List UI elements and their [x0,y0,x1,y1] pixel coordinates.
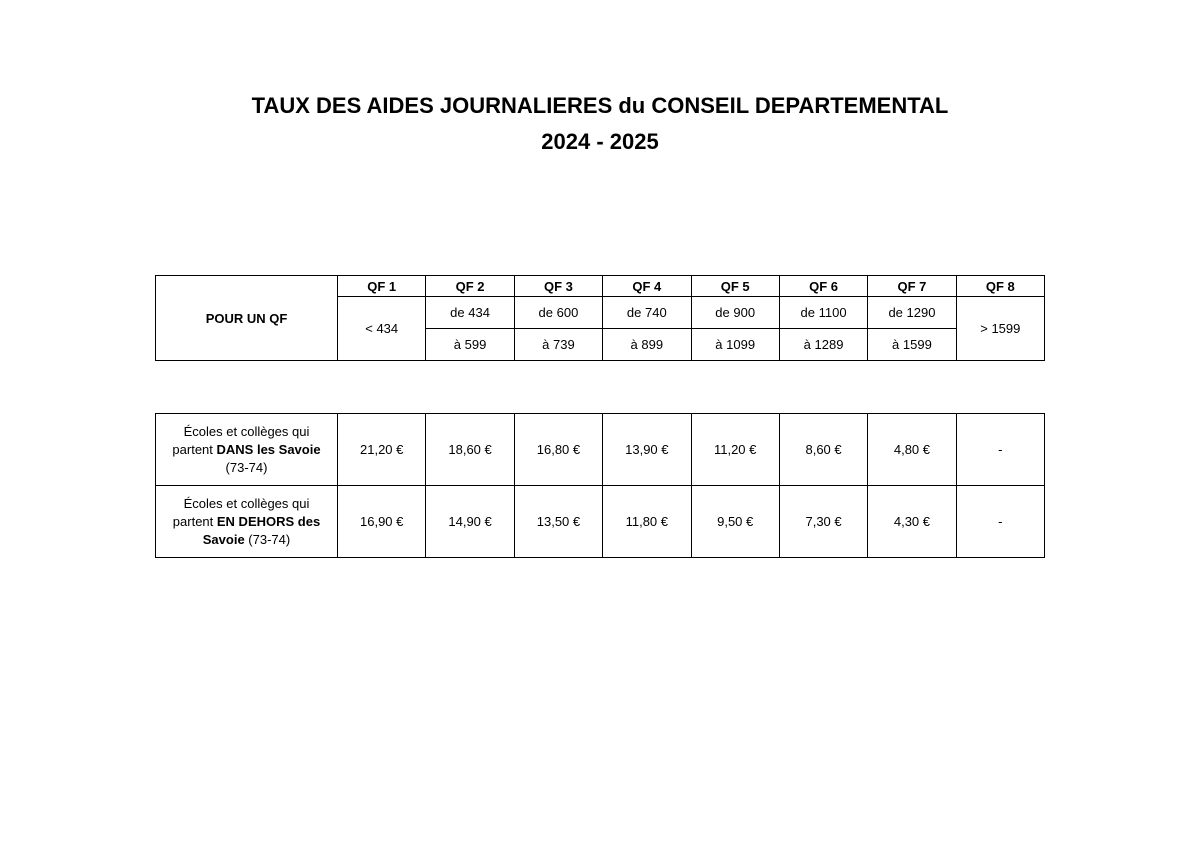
rate-cell: 7,30 € [779,486,867,558]
rate-cell: 16,80 € [514,414,602,486]
qf-from-cell: de 1290 [868,297,956,329]
row-label-bold: EN DEHORS des Savoie [202,513,321,547]
rate-row-label [156,414,338,486]
qf-from-cell: de 900 [691,297,779,329]
row-label-text: Écoles et collèges qui partent [172,495,310,529]
qf-header-cell: QF 7 [868,276,956,297]
daily-aid-rates-table [155,413,1045,558]
qf-from-cell: de 740 [603,297,691,329]
qf-to-cell: à 599 [426,329,514,361]
rate-cell: 11,20 € [691,414,779,486]
rate-cell: 13,50 € [514,486,602,558]
qf8-range-cell: > 1599 [956,297,1044,361]
rate-row-inside-savoie [156,414,1045,486]
qf-header-cell: QF 5 [691,276,779,297]
qf-header-cell: QF 4 [603,276,691,297]
row-label-suffix: (73-74) [244,531,291,547]
qf-header-row [156,276,1045,297]
rate-cell: 4,80 € [868,414,956,486]
qf-from-cell: de 434 [426,297,514,329]
rate-cell: - [956,486,1044,558]
rate-cell: 13,90 € [603,414,691,486]
qf-header-cell: QF 3 [514,276,602,297]
row-label-text: Écoles et collèges qui partent [172,423,310,457]
qf-header-cell: QF 8 [956,276,1044,297]
rate-cell: 18,60 € [426,414,514,486]
qf-label-cell: POUR UN QF [156,276,338,361]
qf-to-cell: à 899 [603,329,691,361]
rate-row-outside-savoie [156,486,1045,558]
row-label-suffix: (73-74) [225,459,268,475]
row-label-bold: DANS les Savoie [216,441,321,457]
qf-from-cell: de 600 [514,297,602,329]
qf-to-cell: à 739 [514,329,602,361]
rate-cell: 11,80 € [603,486,691,558]
qf-to-cell: à 1599 [868,329,956,361]
qf-header-cell: QF 2 [426,276,514,297]
qf-to-cell: à 1289 [779,329,867,361]
rate-cell: 16,90 € [338,486,426,558]
page-subtitle-year: 2024 - 2025 [541,129,659,154]
rate-cell: 8,60 € [779,414,867,486]
rate-row-label [156,486,338,558]
qf1-range-cell: < 434 [338,297,426,361]
rate-cell: 14,90 € [426,486,514,558]
rate-cell: 4,30 € [868,486,956,558]
qf-from-cell: de 1100 [779,297,867,329]
rate-cell: - [956,414,1044,486]
rate-cell: 9,50 € [691,486,779,558]
qf-header-cell: QF 6 [779,276,867,297]
qf-ranges-table [155,275,1045,361]
qf-header-cell: QF 1 [338,276,426,297]
qf-to-cell: à 1099 [691,329,779,361]
rate-cell: 21,20 € [338,414,426,486]
page-title: TAUX DES AIDES JOURNALIERES du CONSEIL DEPARTEMENTAL [251,93,949,118]
